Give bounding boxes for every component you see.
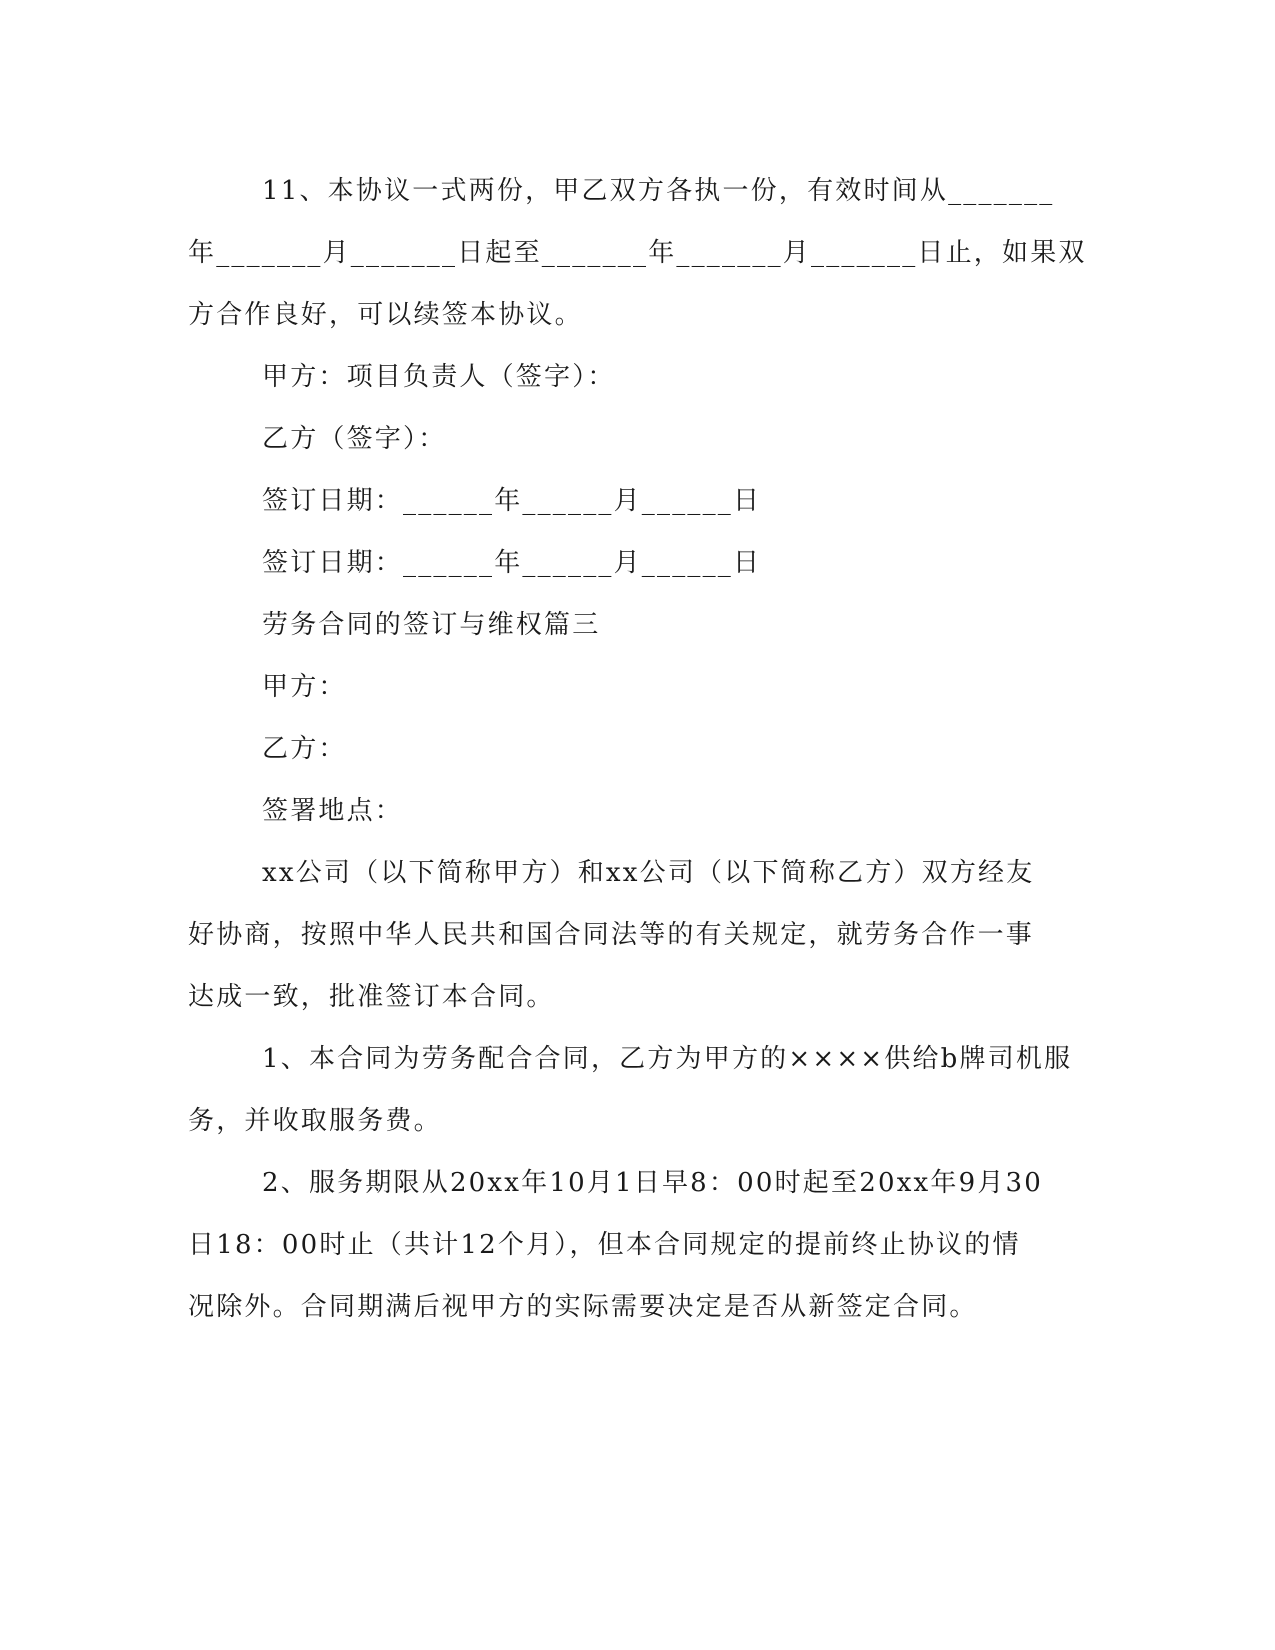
preamble-line-1: xx公司（以下简称甲方）和xx公司（以下简称乙方）双方经友 — [262, 858, 1035, 888]
party-b-label: 乙方： — [262, 734, 347, 764]
section-heading: 劳务合同的签订与维权篇三 — [262, 610, 601, 640]
clause-11-line-1: 11、本协议一式两份，甲乙双方各执一份，有效时间从_______ — [262, 176, 1055, 206]
signing-location-label: 签署地点： — [262, 796, 404, 826]
preamble-line-3: 达成一致，批准签订本合同。 — [188, 982, 555, 1012]
clause-2-line-1: 2、服务期限从20xx年10月1日早8：00时起至20xx年9月30 — [262, 1168, 1044, 1198]
clause-11-line-2: 年_______月_______日起至_______年_______月_______日止，如果双 — [188, 238, 1087, 268]
signing-date-line-2: 签订日期：______年______月______日 — [262, 548, 762, 578]
clause-11-line-3: 方合作良好，可以续签本协议。 — [188, 300, 583, 330]
clause-2-line-3: 况除外。合同期满后视甲方的实际需要决定是否从新签定合同。 — [188, 1292, 978, 1322]
party-b-signature-line: 乙方（签字）： — [262, 424, 447, 454]
preamble-line-2: 好协商，按照中华人民共和国合同法等的有关规定，就劳务合作一事 — [188, 920, 1035, 950]
signing-date-line-1: 签订日期：______年______月______日 — [262, 486, 762, 516]
party-a-label: 甲方： — [262, 672, 347, 702]
party-a-signature-line: 甲方：项目负责人（签字）： — [262, 362, 616, 392]
clause-2-line-2: 日18：00时止（共计12个月），但本合同规定的提前终止协议的情 — [188, 1230, 1021, 1260]
clause-1-line-2: 务，并收取服务费。 — [188, 1106, 442, 1136]
document-body — [188, 160, 1088, 1338]
clause-1-line-1: 1、本合同为劳务配合合同，乙方为甲方的××××供给b牌司机服 — [262, 1044, 1073, 1074]
